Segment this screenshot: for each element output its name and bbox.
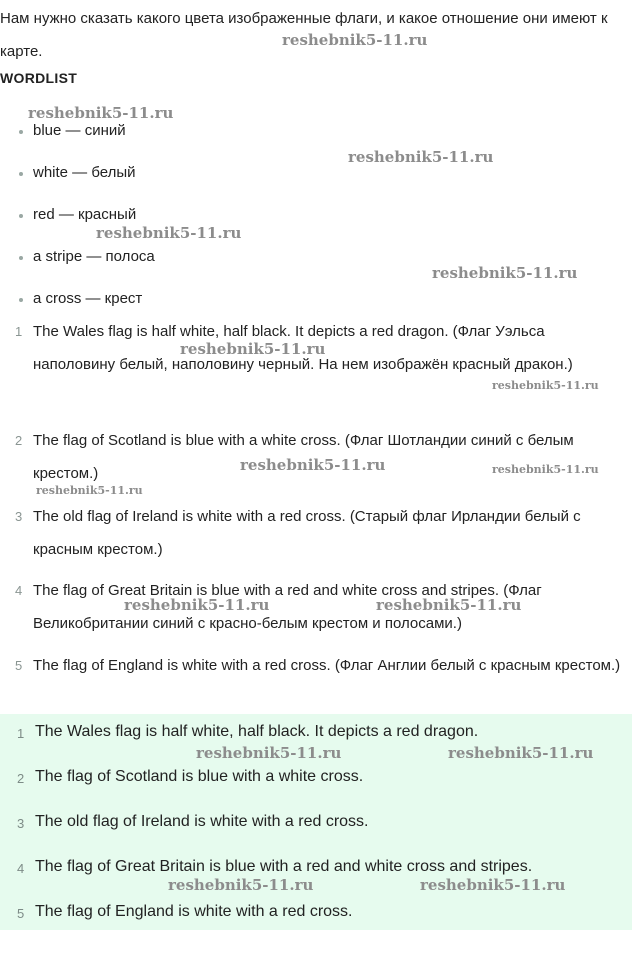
answer-item: The flag of England is white with a red cross. bbox=[35, 903, 353, 920]
wordlist-bullet bbox=[19, 214, 23, 218]
watermark: reshebnik5-11.ru bbox=[196, 744, 342, 762]
exercise-item: The Wales flag is half white, half black. It depicts a red dragon. (Флаг Уэльса наполовину белый, наполовину черный. На нем изображён красный дракон.) bbox=[33, 323, 573, 373]
exercise-item: The flag of Scotland is blue with a white cross. (Флаг Шотландии синий с белым крестом.) bbox=[33, 432, 574, 482]
wordlist-item: red — красный bbox=[33, 206, 137, 223]
wordlist-item: blue — синий bbox=[33, 122, 126, 139]
exercise-item: The flag of Great Britain is blue with a red and white cross and stripes. (Флаг Великобритании синий с красно-белым крестом и полосами.) bbox=[33, 582, 542, 632]
exercise-number: 3 bbox=[15, 509, 23, 524]
watermark: reshebnik5-11.ru bbox=[168, 876, 314, 894]
wordlist-item: a stripe — полоса bbox=[33, 248, 155, 265]
wordlist-bullet bbox=[19, 256, 23, 260]
watermark: reshebnik5-11.ru bbox=[28, 104, 174, 122]
watermark: reshebnik5-11.ru bbox=[492, 463, 599, 476]
watermark: reshebnik5-11.ru bbox=[240, 456, 386, 474]
watermark: reshebnik5-11.ru bbox=[376, 596, 522, 614]
answer-item: The flag of Great Britain is blue with a red and white cross and stripes. bbox=[35, 858, 533, 875]
wordlist-bullet bbox=[19, 172, 23, 176]
answer-item: The old flag of Ireland is white with a red cross. bbox=[35, 813, 369, 830]
watermark: reshebnik5-11.ru bbox=[180, 340, 326, 358]
watermark: reshebnik5-11.ru bbox=[420, 876, 566, 894]
wordlist-item: white — белый bbox=[33, 164, 136, 181]
wordlist-heading: WORDLIST bbox=[0, 70, 78, 86]
wordlist-bullet bbox=[19, 130, 23, 134]
answer-number: 2 bbox=[17, 771, 25, 786]
answer-number: 5 bbox=[17, 906, 25, 921]
exercise-item: The old flag of Ireland is white with a red cross. (Старый флаг Ирландии белый с красным крестом.) bbox=[33, 508, 581, 558]
wordlist-bullet bbox=[19, 298, 23, 302]
answer-number: 3 bbox=[17, 816, 25, 831]
intro-text: Нам нужно сказать какого цвета изображенные флаги, и какое отношение они имеют к карте. bbox=[0, 10, 608, 60]
answer-number: 1 bbox=[17, 726, 25, 741]
watermark: reshebnik5-11.ru bbox=[492, 379, 599, 392]
exercise-item: The flag of England is white with a red cross. (Флаг Англии белый с красным крестом.) bbox=[33, 657, 621, 674]
answer-item: The Wales flag is half white, half black. It depicts a red dragon. bbox=[35, 723, 479, 740]
answer-item: The flag of Scotland is blue with a white cross. bbox=[35, 768, 364, 785]
exercise-number: 2 bbox=[15, 433, 23, 448]
exercise-number: 4 bbox=[15, 583, 23, 598]
exercise-number: 1 bbox=[15, 324, 23, 339]
watermark: reshebnik5-11.ru bbox=[36, 484, 143, 497]
watermark: reshebnik5-11.ru bbox=[282, 31, 428, 49]
exercise-number: 5 bbox=[15, 658, 23, 673]
watermark: reshebnik5-11.ru bbox=[124, 596, 270, 614]
answer-number: 4 bbox=[17, 861, 25, 876]
watermark: reshebnik5-11.ru bbox=[448, 744, 594, 762]
watermark: reshebnik5-11.ru bbox=[432, 264, 578, 282]
watermark: reshebnik5-11.ru bbox=[348, 148, 494, 166]
watermark: reshebnik5-11.ru bbox=[96, 224, 242, 242]
wordlist-item: a cross — крест bbox=[33, 290, 143, 307]
